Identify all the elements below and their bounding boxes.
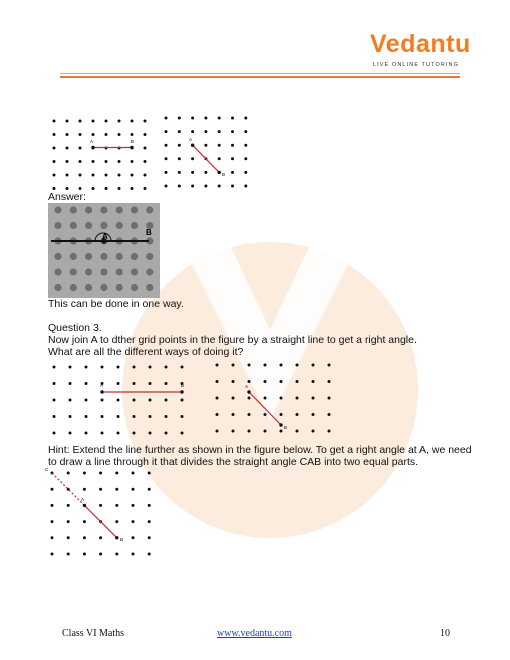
grid-dot (117, 399, 120, 402)
grid-dot (131, 187, 134, 190)
grid-dot (204, 144, 207, 147)
grid-dot (99, 536, 102, 539)
grid-dot (216, 397, 219, 400)
grid-dot (132, 536, 135, 539)
grid-dot (51, 488, 54, 491)
grid-dot (132, 472, 135, 475)
grid-dot (54, 206, 61, 213)
grid-dot (79, 187, 82, 190)
grid-dot (66, 187, 69, 190)
grid-dot (69, 415, 72, 418)
grid-dot (280, 364, 283, 367)
grid-dot (131, 268, 138, 275)
grid-dot (85, 399, 88, 402)
grid-dot (264, 364, 267, 367)
grid-dot (218, 130, 221, 133)
footer-page-number: 10 (440, 628, 450, 639)
grid-dot (67, 472, 70, 475)
grid-dot (181, 366, 184, 369)
grid-dot (231, 157, 234, 160)
answer-dot-grid-figure (48, 203, 160, 298)
grid-dot (51, 504, 54, 507)
grid-dot (131, 253, 138, 260)
header-rule-thin (60, 73, 460, 74)
grid-dot (69, 432, 72, 435)
grid-dot (178, 171, 181, 174)
grid-dot (133, 432, 136, 435)
grid-dot (116, 253, 123, 260)
grid-dot (101, 399, 104, 402)
grid-dot (66, 160, 69, 163)
grid-dot (178, 117, 181, 120)
grid-dot (53, 160, 56, 163)
grid-dot (280, 413, 283, 416)
grid-dot (181, 415, 184, 418)
point-b (279, 423, 282, 426)
grid-dot (191, 117, 194, 120)
grid-dot (178, 185, 181, 188)
grid-dot (244, 185, 247, 188)
grid-dot (105, 187, 108, 190)
grid-background (48, 203, 160, 298)
grid-dot (79, 133, 82, 136)
grid-dot (165, 185, 168, 188)
label-a: A (102, 232, 108, 241)
grid-dot (232, 430, 235, 433)
grid-dot (231, 185, 234, 188)
grid-dot (148, 536, 151, 539)
grid-dot (148, 504, 151, 507)
grid-dot (117, 382, 120, 385)
grid-dot (118, 120, 121, 123)
dot-grid-figure-2 (160, 112, 255, 190)
grid-dot (70, 222, 77, 229)
grid-dot (53, 187, 56, 190)
grid-dot (53, 366, 56, 369)
grid-dot (144, 160, 147, 163)
grid-dot (264, 397, 267, 400)
brand-logo: Vedantu (370, 30, 471, 58)
grid-dot (218, 144, 221, 147)
grid-dot (216, 413, 219, 416)
grid-dot (181, 432, 184, 435)
grid-dot (83, 488, 86, 491)
label-b: B (120, 537, 124, 542)
grid-dot (146, 284, 153, 291)
grid-dot (296, 397, 299, 400)
grid-dot (53, 399, 56, 402)
grid-dot (149, 382, 152, 385)
grid-dot (191, 130, 194, 133)
point-b (218, 171, 221, 174)
grid-dot (54, 284, 61, 291)
segment-ab (193, 145, 220, 172)
grid-dot (144, 174, 147, 177)
label-a: A (90, 139, 94, 144)
grid-dot (85, 206, 92, 213)
grid-dot (149, 366, 152, 369)
grid-dot (101, 432, 104, 435)
grid-dot (231, 130, 234, 133)
grid-dot (146, 253, 153, 260)
grid-dot (85, 432, 88, 435)
grid-dot (118, 133, 121, 136)
grid-dot (296, 430, 299, 433)
label-b: B (222, 172, 226, 177)
grid-dot (216, 380, 219, 383)
grid-dot (79, 160, 82, 163)
grid-dot (131, 120, 134, 123)
label-a: A (245, 384, 249, 389)
grid-dot (83, 520, 86, 523)
grid-dot (144, 187, 147, 190)
grid-dot (296, 380, 299, 383)
grid-dot (115, 553, 118, 556)
grid-dot (218, 117, 221, 120)
grid-dot (83, 472, 86, 475)
grid-dot (191, 157, 194, 160)
grid-dot (218, 157, 221, 160)
grid-dot (116, 284, 123, 291)
grid-dot (79, 174, 82, 177)
dot-grid-figure-4 (210, 358, 345, 443)
brand-tagline: LIVE ONLINE TUTORING (373, 62, 459, 68)
grid-dot (248, 364, 251, 367)
grid-dot (92, 120, 95, 123)
grid-dot (131, 133, 134, 136)
grid-dot (216, 430, 219, 433)
grid-dot (70, 268, 77, 275)
grid-dot (178, 130, 181, 133)
grid-dot (131, 174, 134, 177)
grid-dot (53, 415, 56, 418)
grid-dot (118, 174, 121, 177)
grid-dot (53, 120, 56, 123)
grid-dot (105, 120, 108, 123)
grid-dot (53, 133, 56, 136)
grid-dot (204, 117, 207, 120)
grid-dot (165, 399, 168, 402)
grid-dot (118, 187, 121, 190)
question-line-2: What are all the different ways of doing it? (48, 346, 244, 358)
grid-dot (115, 472, 118, 475)
dot-grid-figure-1 (45, 112, 150, 190)
grid-dot (99, 472, 102, 475)
grid-dot (99, 504, 102, 507)
grid-dot (133, 366, 136, 369)
grid-dot (280, 380, 283, 383)
point-b (180, 390, 183, 393)
label-a: A (81, 497, 85, 502)
grid-dot (92, 187, 95, 190)
grid-dot (204, 130, 207, 133)
grid-dot (149, 415, 152, 418)
grid-dot (53, 382, 56, 385)
grid-dot (69, 366, 72, 369)
answer-note: This can be done in one way. (48, 298, 184, 310)
grid-dot (264, 380, 267, 383)
grid-dot (83, 553, 86, 556)
grid-dot (53, 174, 56, 177)
grid-dot (244, 171, 247, 174)
grid-dot (328, 413, 331, 416)
grid-dot (181, 399, 184, 402)
grid-dot (117, 415, 120, 418)
grid-dot (79, 120, 82, 123)
dot-grid (53, 120, 147, 191)
grid-dot (85, 268, 92, 275)
grid-dot (231, 144, 234, 147)
grid-dot (204, 185, 207, 188)
dot-grid (51, 472, 151, 556)
grid-dot (244, 157, 247, 160)
grid-dot (131, 222, 138, 229)
grid-dot (131, 284, 138, 291)
grid-dot (144, 133, 147, 136)
grid-dot (165, 130, 168, 133)
answer-label: Answer: (48, 191, 86, 203)
point-a (91, 146, 94, 149)
grid-dot (144, 120, 147, 123)
grid-dot (191, 185, 194, 188)
grid-dot (101, 415, 104, 418)
label-a: A (100, 383, 104, 388)
grid-dot (216, 364, 219, 367)
question-line-1: Now join A to dther grid points in the figure by a straight line to get a right angle. (48, 334, 417, 346)
grid-dot (67, 504, 70, 507)
question-number: Question 3. (48, 322, 102, 334)
grid-dot (148, 472, 151, 475)
grid-dot (133, 382, 136, 385)
grid-dot (244, 130, 247, 133)
label-b: B (284, 425, 288, 430)
grid-dot (115, 520, 118, 523)
grid-dot (51, 553, 54, 556)
grid-dot (92, 133, 95, 136)
grid-dot (132, 553, 135, 556)
grid-dot (146, 268, 153, 275)
grid-dot (148, 488, 151, 491)
grid-dot (132, 520, 135, 523)
grid-dot (148, 553, 151, 556)
grid-dot (85, 382, 88, 385)
grid-dot (70, 253, 77, 260)
grid-dot (248, 397, 251, 400)
grid-dot (85, 366, 88, 369)
dot-grid (165, 117, 248, 188)
grid-dot (99, 488, 102, 491)
label-b: B (131, 139, 135, 144)
grid-dot (264, 413, 267, 416)
point-a (100, 390, 103, 393)
grid-dot (178, 144, 181, 147)
grid-dot (92, 174, 95, 177)
grid-dot (100, 253, 107, 260)
point-a (83, 504, 86, 507)
grid-dot (54, 253, 61, 260)
grid-dot (116, 222, 123, 229)
grid-dot (232, 397, 235, 400)
grid-dot (115, 488, 118, 491)
grid-dot (105, 133, 108, 136)
grid-dot (70, 206, 77, 213)
dot-grid-figure-5 (40, 464, 160, 559)
grid-dot (244, 117, 247, 120)
grid-dot (79, 147, 82, 150)
grid-dot (280, 397, 283, 400)
point-a (191, 144, 194, 147)
grid-dot (280, 430, 283, 433)
grid-dot (67, 553, 70, 556)
grid-dot (232, 380, 235, 383)
grid-dot (178, 157, 181, 160)
grid-dot (117, 366, 120, 369)
grid-dot (66, 133, 69, 136)
grid-dot (231, 117, 234, 120)
label-c: C (45, 467, 49, 472)
grid-dot (149, 432, 152, 435)
grid-dot (53, 147, 56, 150)
grid-dot (54, 268, 61, 275)
grid-dot (148, 520, 151, 523)
grid-dot (69, 399, 72, 402)
grid-dot (165, 382, 168, 385)
grid-dot (69, 382, 72, 385)
grid-dot (99, 553, 102, 556)
grid-dot (144, 147, 147, 150)
grid-dot (165, 157, 168, 160)
grid-dot (218, 185, 221, 188)
grid-dot (232, 413, 235, 416)
grid-dot (67, 536, 70, 539)
grid-dot (100, 222, 107, 229)
grid-dot (100, 284, 107, 291)
grid-dot (131, 206, 138, 213)
grid-dot (244, 144, 247, 147)
grid-dot (149, 399, 152, 402)
grid-dot (328, 430, 331, 433)
grid-dot (248, 413, 251, 416)
grid-dot (204, 171, 207, 174)
label-a: A (189, 137, 193, 142)
hint-line-1: Hint: Extend the line further as shown in the figure below. To get a right angle at A, we need (48, 444, 472, 456)
grid-dot (146, 206, 153, 213)
grid-dot (312, 413, 315, 416)
grid-dot (132, 488, 135, 491)
grid-dot (312, 380, 315, 383)
grid-dot (328, 397, 331, 400)
dot-grid (53, 366, 184, 435)
point-b (115, 536, 118, 539)
grid-dot (232, 364, 235, 367)
grid-dot (117, 432, 120, 435)
grid-dot (66, 174, 69, 177)
grid-dot (165, 366, 168, 369)
grid-dot (105, 174, 108, 177)
grid-dot (51, 536, 54, 539)
segment-ab (84, 505, 116, 537)
grid-dot (116, 206, 123, 213)
hint-line-2: to draw a line through it that divides the straight angle CAB into two equal parts. (48, 456, 419, 468)
grid-dot (248, 430, 251, 433)
grid-dot (132, 504, 135, 507)
grid-dot (85, 253, 92, 260)
grid-dot (312, 430, 315, 433)
grid-dot (85, 284, 92, 291)
grid-dot (191, 171, 194, 174)
grid-dot (231, 171, 234, 174)
grid-dot (131, 160, 134, 163)
dot-grid-figure-3 (45, 358, 200, 443)
grid-dot (70, 284, 77, 291)
grid-dot (66, 120, 69, 123)
grid-dot (67, 520, 70, 523)
grid-dot (264, 430, 267, 433)
grid-dot (165, 144, 168, 147)
grid-dot (54, 222, 61, 229)
point-a (247, 390, 250, 393)
grid-dot (165, 432, 168, 435)
grid-dot (101, 366, 104, 369)
grid-dot (328, 380, 331, 383)
grid-dot (133, 399, 136, 402)
header-rule-thick (60, 76, 460, 78)
grid-dot (116, 268, 123, 275)
grid-dot (100, 268, 107, 275)
label-b: B (181, 383, 185, 388)
grid-dot (165, 415, 168, 418)
grid-dot (328, 364, 331, 367)
grid-dot (296, 364, 299, 367)
grid-dot (165, 117, 168, 120)
grid-dot (165, 171, 168, 174)
grid-dot (83, 536, 86, 539)
point-b (130, 146, 133, 149)
grid-dot (53, 432, 56, 435)
grid-dot (118, 160, 121, 163)
grid-dot (248, 380, 251, 383)
footer-website-link[interactable]: www.vedantu.com (217, 628, 292, 639)
grid-dot (92, 160, 95, 163)
grid-dot (85, 415, 88, 418)
grid-dot (100, 206, 107, 213)
grid-dot (51, 520, 54, 523)
grid-dot (296, 413, 299, 416)
footer-subject: Class VI Maths (62, 628, 125, 639)
grid-dot (133, 415, 136, 418)
dot-grid (216, 364, 331, 433)
grid-dot (105, 160, 108, 163)
grid-dot (312, 364, 315, 367)
grid-dot (115, 504, 118, 507)
label-b: B (146, 228, 152, 237)
grid-dot (85, 222, 92, 229)
grid-dot (66, 147, 69, 150)
grid-dot (312, 397, 315, 400)
